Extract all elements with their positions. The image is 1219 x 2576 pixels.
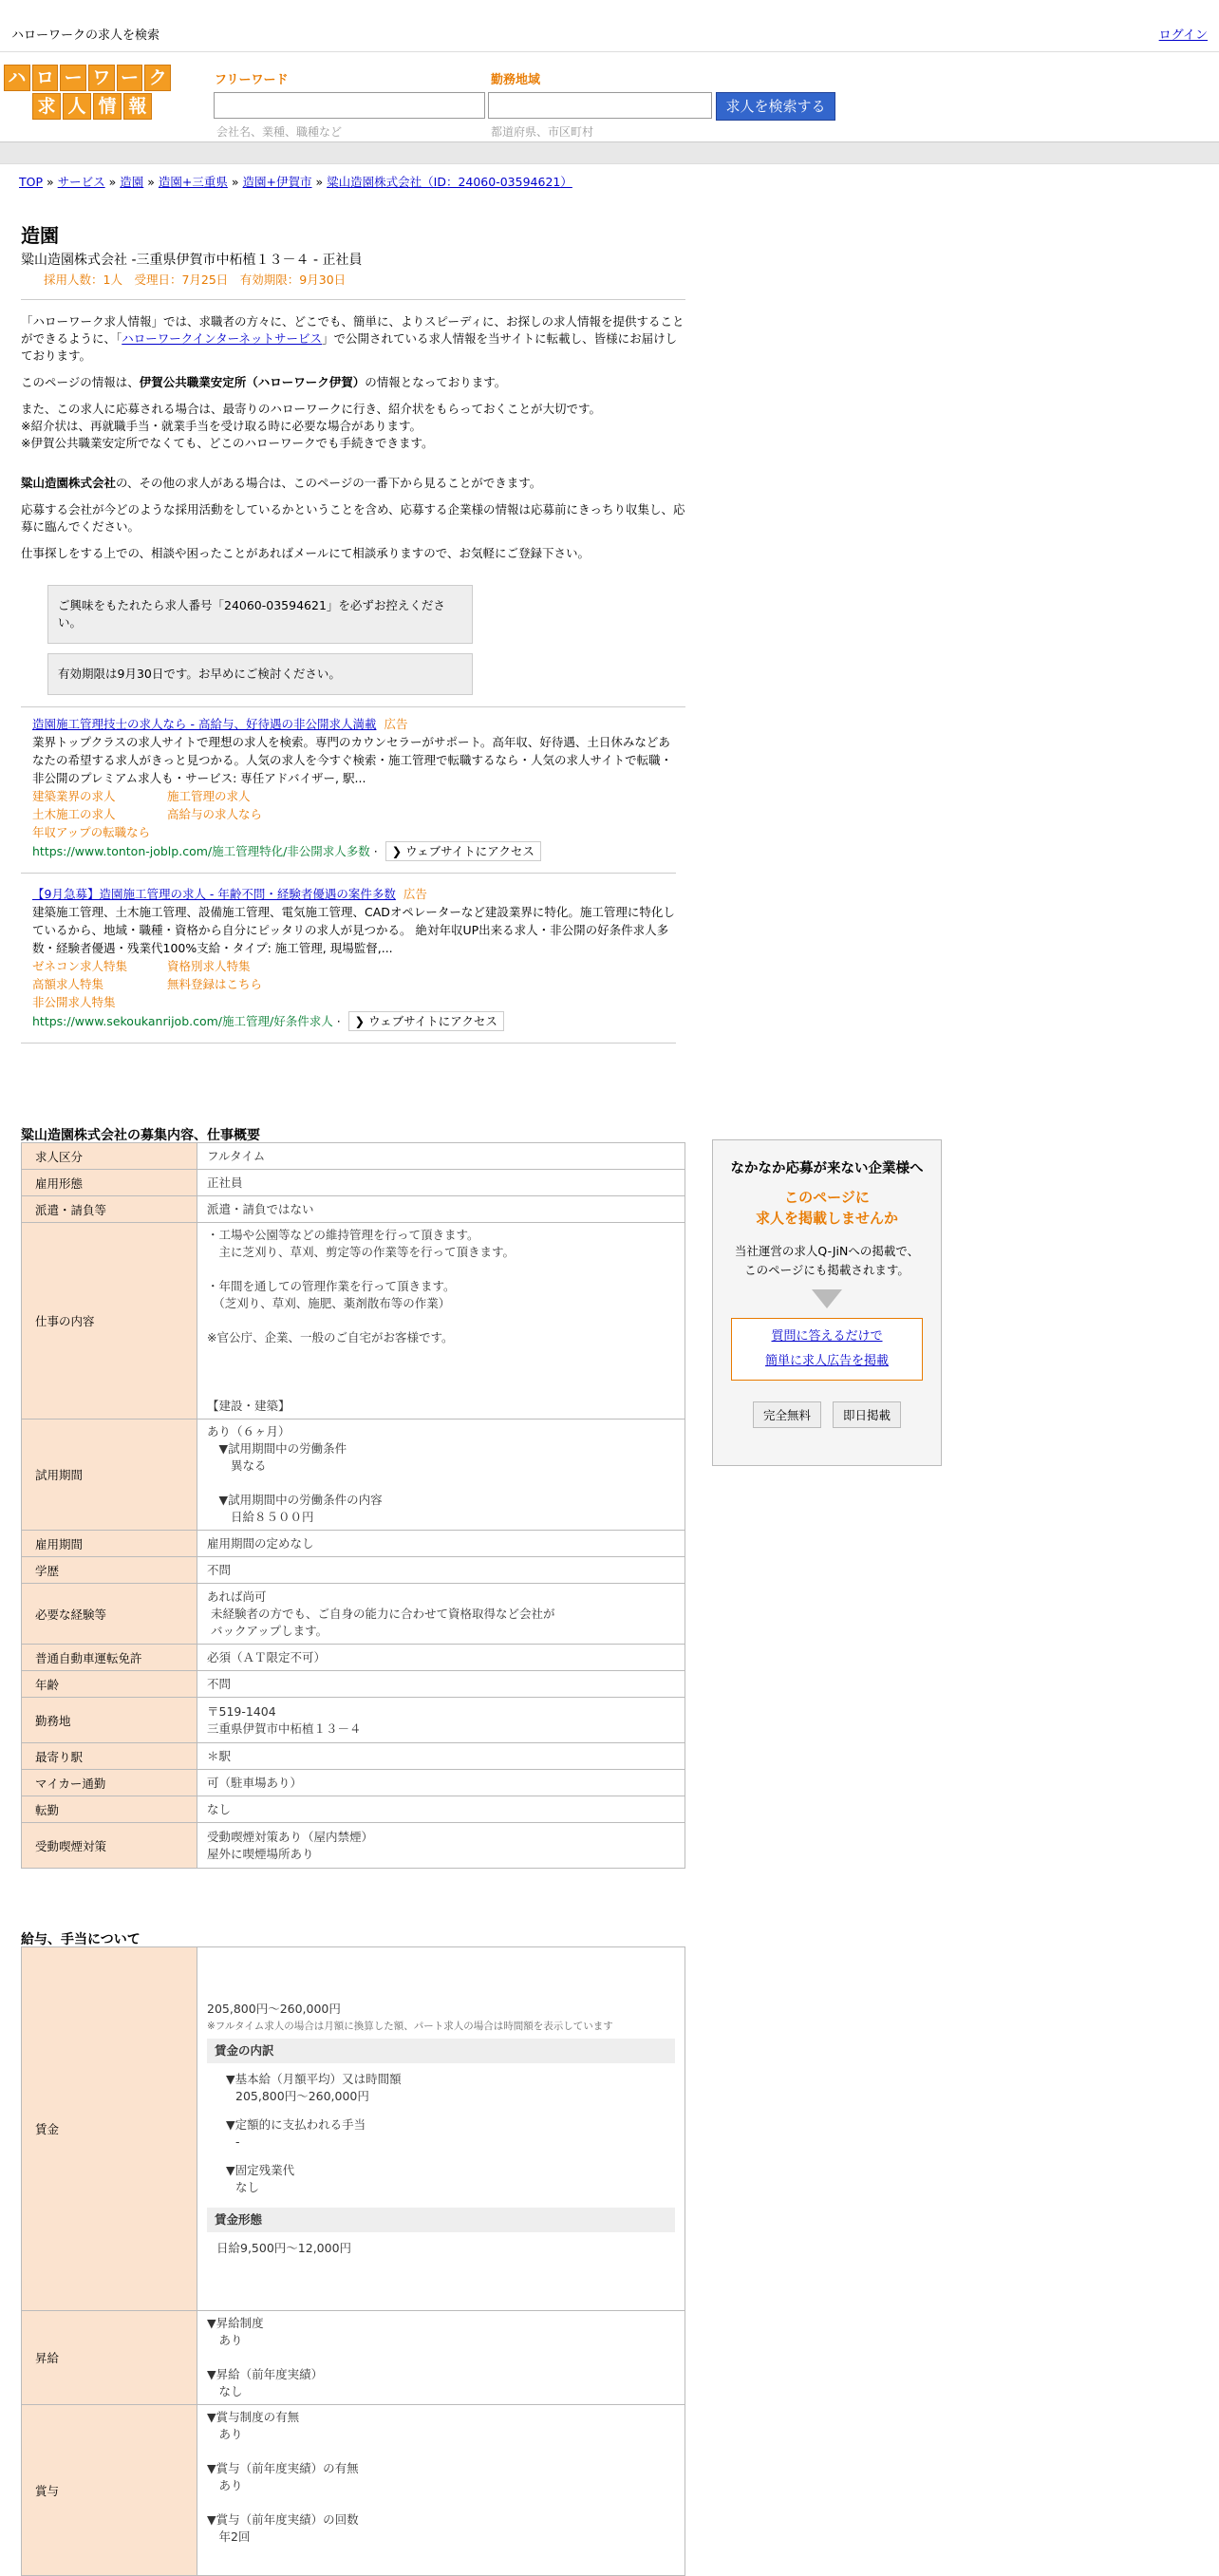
logo-char: 人: [63, 93, 91, 120]
breadcrumb-zoen[interactable]: 造園: [120, 175, 144, 189]
row-key: 雇用期間: [22, 1531, 197, 1557]
ad-1-link[interactable]: 高給与の求人なら: [167, 807, 263, 821]
area-label: 勤務地域: [491, 73, 541, 87]
table-row: [22, 1420, 685, 1531]
table-row: [22, 1531, 685, 1557]
row-key: 勤務地: [22, 1698, 197, 1743]
ad-1-link[interactable]: 年収アップの転職なら: [32, 825, 151, 839]
login-link[interactable]: ログイン: [1158, 28, 1208, 43]
ad-1-link[interactable]: 建築業界の求人: [32, 789, 116, 803]
ad-1-title[interactable]: 造園施工管理技士の求人なら - 高給与、好待遇の非公開求人満載: [32, 717, 377, 731]
logo-char: ロ: [32, 65, 59, 91]
row-key: 必要な経験等: [22, 1584, 197, 1645]
ad-2-desc: 建築施工管理、土木施工管理、設備施工管理、電気施工管理、CADオペレーターなど建設業界に特化。施工管理に特化しているから、地域・職種・資格から自分にピッタリの求人が見つかる。 絶対年収UP出来る求人・非公開の好条件求人多数・経験者優遇・残業代100%支給・タイプ: 施工管理, 現場監督,...: [32, 905, 675, 955]
intro-paragraph-2: このページの情報は、伊賀公共職業安定所（ハローワーク伊賀）の情報となっております。: [21, 375, 507, 389]
row-value: 〒519-1404 三重県伊賀市中柘植１３－４: [197, 1698, 685, 1743]
freeword-hint: 会社名、業種、職種など: [216, 125, 343, 139]
row-value: 不問: [197, 1557, 685, 1584]
table-row: [22, 1223, 685, 1420]
row-value: 可（駐車場あり）: [197, 1770, 685, 1796]
ad-1-link[interactable]: 施工管理の求人: [167, 789, 251, 803]
wage-table: [21, 1946, 685, 2576]
row-value: 必須（ＡＴ限定不可）: [197, 1645, 685, 1671]
row-key: 転勤: [22, 1796, 197, 1823]
promo-heading: なかなか応募が来ない企業様へ: [730, 1161, 924, 1176]
ad-1-url[interactable]: https://www.tonton-joblp.com/施工管理特化/非公開求人多数: [32, 844, 370, 858]
row-key: 派遣・請負等: [22, 1196, 197, 1223]
ad-1-link[interactable]: 土木施工の求人: [32, 807, 116, 821]
ad-2-link[interactable]: 非公開求人特集: [32, 995, 116, 1009]
intro-paragraph-1: 「ハローワーク求人情報」では、求職者の方々に、どこでも、簡単に、よりスピーディに、お探しの求人情報を提供することができるように、「ハローワークインターネットサービス」で公開されている求人情報を当サイトに転載し、皆様にお届けしております。: [21, 314, 685, 363]
promo-desc: 当社運営の求人Q-JiNへの掲載で、 このページにも掲載されます。: [734, 1244, 920, 1277]
gray-band: [0, 141, 1219, 164]
table-row: [22, 1584, 685, 1645]
promo-cta[interactable]: [731, 1318, 923, 1381]
freeword-input[interactable]: [214, 92, 485, 119]
row-key: マイカー通勤: [22, 1770, 197, 1796]
row-key: 雇用形態: [22, 1170, 197, 1196]
promo-link-2[interactable]: 簡単に求人広告を掲載: [764, 1354, 889, 1368]
logo-char: ー: [117, 65, 143, 91]
row-key: 試用期間: [22, 1420, 197, 1531]
logo-char: ワ: [88, 65, 115, 91]
hellowork-logo[interactable]: [4, 65, 171, 118]
header: [0, 52, 1219, 141]
main-content: [21, 220, 685, 1044]
same-day-badge: 即日掲載: [833, 1401, 901, 1428]
company-line: 粱山造園株式会社 -三重県伊賀市中柘植１３－４ - 正社員: [21, 253, 363, 268]
row-value: 受動喫煙対策あり（屋内禁煙） 屋外に喫煙場所あり: [197, 1823, 685, 1869]
row-key: 仕事の内容: [22, 1223, 197, 1420]
row-value: ▼昇給制度 あり ▼昇給（前年度実績） なし: [197, 2311, 685, 2405]
ad-2-link[interactable]: ゼネコン求人特集: [32, 959, 128, 973]
ad-2-link[interactable]: 無料登録はこちら: [167, 977, 263, 991]
row-value: ▼賞与制度の有無 あり ▼賞与（前年度実績）の有無 あり ▼賞与（前年度実績）の回数 年2回: [197, 2405, 685, 2576]
table-row: [22, 2311, 685, 2405]
table-row: [22, 1743, 685, 1770]
deadline-note: 有効期限は9月30日です。お早めにご検討ください。: [47, 653, 473, 695]
site-link[interactable]: ハローワークの求人を検索: [11, 28, 160, 43]
area-input[interactable]: [488, 92, 712, 119]
row-key: 学歴: [22, 1557, 197, 1584]
row-key: 求人区分: [22, 1143, 197, 1170]
row-value: なし: [197, 1796, 685, 1823]
row-value: あり（６ヶ月） ▼試用期間中の労働条件 異なる ▼試用期間中の労働条件の内容 日給８５００円: [197, 1420, 685, 1531]
table-row: [22, 1170, 685, 1196]
row-key: 受動喫煙対策: [22, 1823, 197, 1869]
freeword-label: フリーワード: [215, 73, 289, 87]
area-hint: 都道府県、市区町村: [491, 125, 594, 139]
job-number-note: ご興味をもたれたら求人番号「24060-03594621」を必ずお控えください。: [47, 585, 473, 644]
ad-2-tag: 広告: [403, 887, 427, 901]
section-title-wage: 給与、手当について: [21, 1932, 141, 1947]
row-value: 派遣・請負ではない: [197, 1196, 685, 1223]
ad-2-link[interactable]: 資格別求人特集: [167, 959, 251, 973]
ad-1-desc: 業界トップクラスの求人サイトで理想の求人を検索。専門のカウンセラーがサポート。高年収、好待遇、土日休みなどあなたの希望する求人がきっと見つかる。人気の求人を今すぐ検索・施工管理で転職するなら・人気の求人サイトで転職・非公開のプレミアム求人も・サービス: 専任アドバイザー, 駅...: [32, 735, 673, 785]
row-value: ・工場や公園等などの維持管理を行って頂きます。 主に芝刈り、草刈、剪定等の作業等を行って頂きます。 ・年間を通しての管理作業を行って頂きます。 （芝刈り、草刈、施肥、薬剤散布等の作業） ※官公庁、企業、一般のご自宅がお客様です。 【建設・建築】: [197, 1223, 685, 1420]
ad-2-visit-button[interactable]: ❯ ウェブサイトにアクセス: [348, 1011, 504, 1031]
ad-block-1: 造園施工管理技士の求人なら - 高給与、好待遇の非公開求人満載 広告 業界トップクラスの求人サイトで理想の求人を検索。専門のカウンセラーがサポート。高年収、好待遇、土日休みなどあなたの希望する求人がきっと見つかる。人気の求人を今すぐ検索・施工管理で転職するなら・人気の求人サイトで転職・非公開のプレミアム求人も・サービス: 専任アドバイザー, 駅... 建築業界の求人 施工管理の求人 土木施工の求人 高給与の求人なら 年収アップの転職なら https://www.tonton-joblp.com/施工管理特化/非公開求人多数 · ❯ ウェブサイトにアクセス: [32, 715, 676, 861]
ad-2-link[interactable]: 高額求人特集: [32, 977, 104, 991]
row-value: 不問: [197, 1671, 685, 1698]
table-row: [22, 1770, 685, 1796]
row-value: 正社員: [197, 1170, 685, 1196]
hellowork-internet-link[interactable]: ハローワークインターネットサービス: [122, 331, 323, 346]
row-key: 普通自動車運転免許: [22, 1645, 197, 1671]
intro-paragraph-5: 応募する会社が今どのような採用活動をしているかということを含め、応募する企業様の情報は応募前にきっちり収集し、応募に臨んでください。: [21, 502, 685, 534]
arrow-down-icon: [812, 1289, 842, 1308]
promo-link-1[interactable]: 質問に答えるだけで: [771, 1329, 883, 1344]
table-row: [22, 1645, 685, 1671]
logo-char: 情: [93, 93, 122, 120]
ad-block-2: 【9月急募】造園施工管理の求人 - 年齢不問・経験者優遇の案件多数 広告 建築施工管理、土木施工管理、設備施工管理、電気施工管理、CADオペレーターなど建設業界に特化。施工管理に特化しているから、地域・職種・資格から自分にピッタリの求人が見つかる。 絶対年収UP出来る求人・非公開の好条件求人多数・経験者優遇・残業代100%支給・タイプ: 施工管理, 現場監督,... ゼネコン求人特集 資格別求人特集 高額求人特集 無料登録はこちら 非公開求人特集 https://www.sekoukanrijob.com/施工管理/好条件求人 · ❯ ウェブサイトにアクセス: [32, 885, 676, 1031]
job-meta: 採用人数：1人 受理日：7月25日 有効期限：9月30日: [44, 273, 347, 287]
table-row: [22, 1796, 685, 1823]
row-key: 最寄り駅: [22, 1743, 197, 1770]
logo-char: ク: [144, 65, 171, 91]
row-key: 年齢: [22, 1671, 197, 1698]
job-overview-table: [21, 1142, 685, 1869]
ad-2-title[interactable]: 【9月急募】造園施工管理の求人 - 年齢不問・経験者優遇の案件多数: [32, 887, 396, 901]
row-key: 賃金: [22, 1947, 197, 2311]
table-row: [22, 1698, 685, 1743]
logo-char: ハ: [4, 65, 30, 91]
table-row: [22, 1947, 685, 2311]
row-value: ＊駅: [197, 1743, 685, 1770]
table-row: [22, 1671, 685, 1698]
ad-1-visit-button[interactable]: ❯ ウェブサイトにアクセス: [385, 841, 541, 861]
table-row: [22, 2405, 685, 2576]
logo-char: 報: [123, 93, 152, 120]
section-title-job-overview: 粱山造園株式会社の募集内容、仕事概要: [21, 1128, 260, 1143]
search-button[interactable]: 求人を検索する: [716, 92, 835, 121]
row-key: 賞与: [22, 2405, 197, 2576]
intro-paragraph-4: 粱山造園株式会社の、その他の求人がある場合は、このページの一番下から見ることができます。: [21, 476, 542, 490]
breadcrumb-top[interactable]: TOP: [19, 175, 44, 189]
logo-char: 求: [32, 93, 61, 120]
ad-1-tag: 広告: [384, 717, 408, 731]
row-value: あれば尚可 未経験者の方でも、ご自身の能力に合わせて資格取得など会社が バックアップします。: [197, 1584, 685, 1645]
wage-breakdown-title: 賃金の内訳: [207, 2039, 675, 2063]
free-badge: 完全無料: [753, 1401, 821, 1428]
row-key: 昇給: [22, 2311, 197, 2405]
intro-paragraph-3: また、この求人に応募される場合は、最寄りのハローワークに行き、紹介状をもらっておくことが大切です。 ※紹介状は、再就職手当・就業手当を受け取る時に必要な場合があります。 ※伊賀公共職業安定所でなくても、どこのハローワークでも手続きできます。: [21, 402, 602, 450]
intro-paragraph-6: 仕事探しをする上での、相談や困ったことがあればメールにて相談承りますので、お気軽にご登録下さい。: [21, 546, 591, 560]
row-value: フルタイム: [197, 1143, 685, 1170]
promo-catch: このページに 求人を掲載しませんか: [755, 1189, 898, 1227]
breadcrumb-company[interactable]: 粱山造園株式会社（ID：24060-03594621）: [327, 175, 572, 189]
breadcrumb-zoen-mie[interactable]: 造園+三重県: [158, 175, 228, 189]
top-bar: [0, 0, 1219, 52]
row-value: 205,800円〜260,000円 ※フルタイム求人の場合は月額に換算した額、パート求人の場合は時間額を表示しています 賃金の内訳 ▼基本給（月額平均）又は時間額 205,800円〜260,000円 ▼定額的に支払われる手当 - ▼固定残業代 なし 賃金形態 日給9,500円〜12,000円: [197, 1947, 685, 2311]
ad-2-url[interactable]: https://www.sekoukanrijob.com/施工管理/好条件求人: [32, 1014, 333, 1028]
breadcrumb: TOP » サービス » 造園 » 造園+三重県 » 造園+伊賀市 » 粱山造園株式会社（ID：24060-03594621）: [19, 175, 572, 189]
breadcrumb-zoen-iga[interactable]: 造園+伊賀市: [242, 175, 312, 189]
breadcrumb-service[interactable]: サービス: [57, 175, 105, 189]
advertise-promo-box: [712, 1139, 942, 1466]
table-row: [22, 1557, 685, 1584]
job-title: 造園: [21, 224, 59, 247]
wage-form-title: 賃金形態: [207, 2208, 675, 2232]
row-value: 雇用期間の定めなし: [197, 1531, 685, 1557]
table-row: [22, 1143, 685, 1170]
table-row: [22, 1196, 685, 1223]
table-row: [22, 1823, 685, 1869]
logo-char: ー: [60, 65, 86, 91]
